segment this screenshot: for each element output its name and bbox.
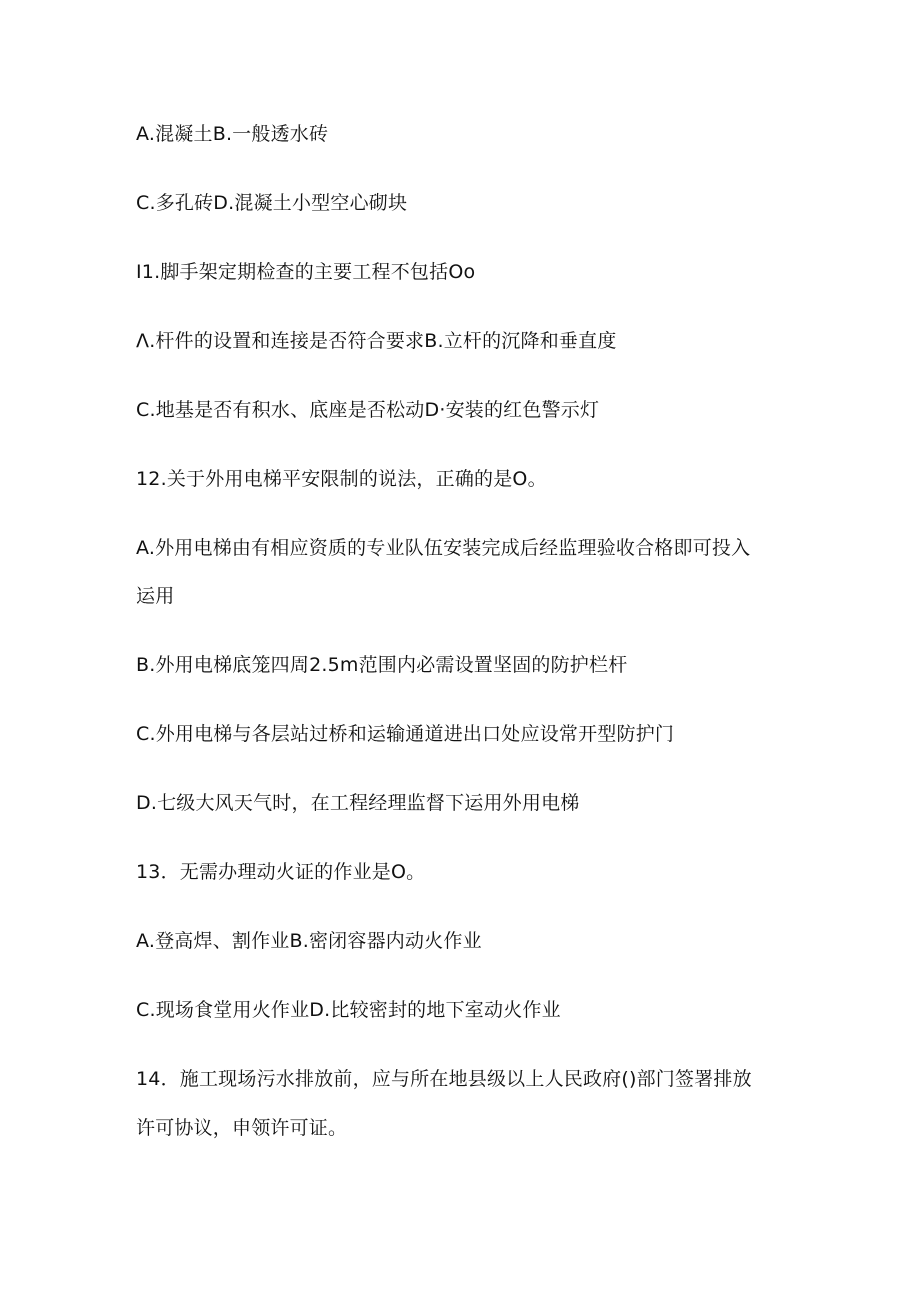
q12-option-b: B.外用电梯底笼四周2.5m范围内必需设置坚固的防护栏杆 [136, 654, 628, 676]
q12-option-c: C.外用电梯与各层站过桥和运输通道进出口处应设常开型防护门 [136, 723, 675, 745]
q13-option-line-c-d: C.现场食堂用火作业D.比较密封的地下室动火作业 [136, 999, 561, 1021]
question-14-line-1: 14．施工现场污水排放前，应与所在地县级以上人民政府()部门签署排放 [136, 1068, 752, 1090]
q12-option-a-line-2: 运用 [136, 585, 175, 607]
question-12: 12.关于外用电梯平安限制的说法，正确的是O。 [136, 468, 547, 490]
q11-option-line-c-d: C.地基是否有积水、底座是否松动D·安装的红色警示灯 [136, 399, 600, 421]
option-line-c-d: C.多孔砖D.混凝土小型空心砌块 [136, 192, 408, 214]
q13-option-line-a-b: A.登高焊、割作业B.密闭容器内动火作业 [136, 930, 482, 952]
option-line-a-b: A.混凝土B.一般透水砖 [136, 123, 329, 145]
q12-option-d: D.七级大风天气时，在工程经理监督下运用外用电梯 [136, 792, 580, 814]
question-11: I1.脚手架定期检查的主要工程不包括Oo [136, 261, 476, 283]
question-13: 13．无需办理动火证的作业是O。 [136, 861, 426, 883]
question-14-line-2: 许可协议，申领许可证。 [136, 1117, 348, 1139]
q12-option-a-line-1: A.外用电梯由有相应资质的专业队伍安装完成后经监理验收合格即可投入 [136, 537, 751, 559]
q11-option-line-a-b: Λ.杆件的设置和连接是否符合要求B.立杆的沉降和垂直度 [136, 330, 617, 352]
